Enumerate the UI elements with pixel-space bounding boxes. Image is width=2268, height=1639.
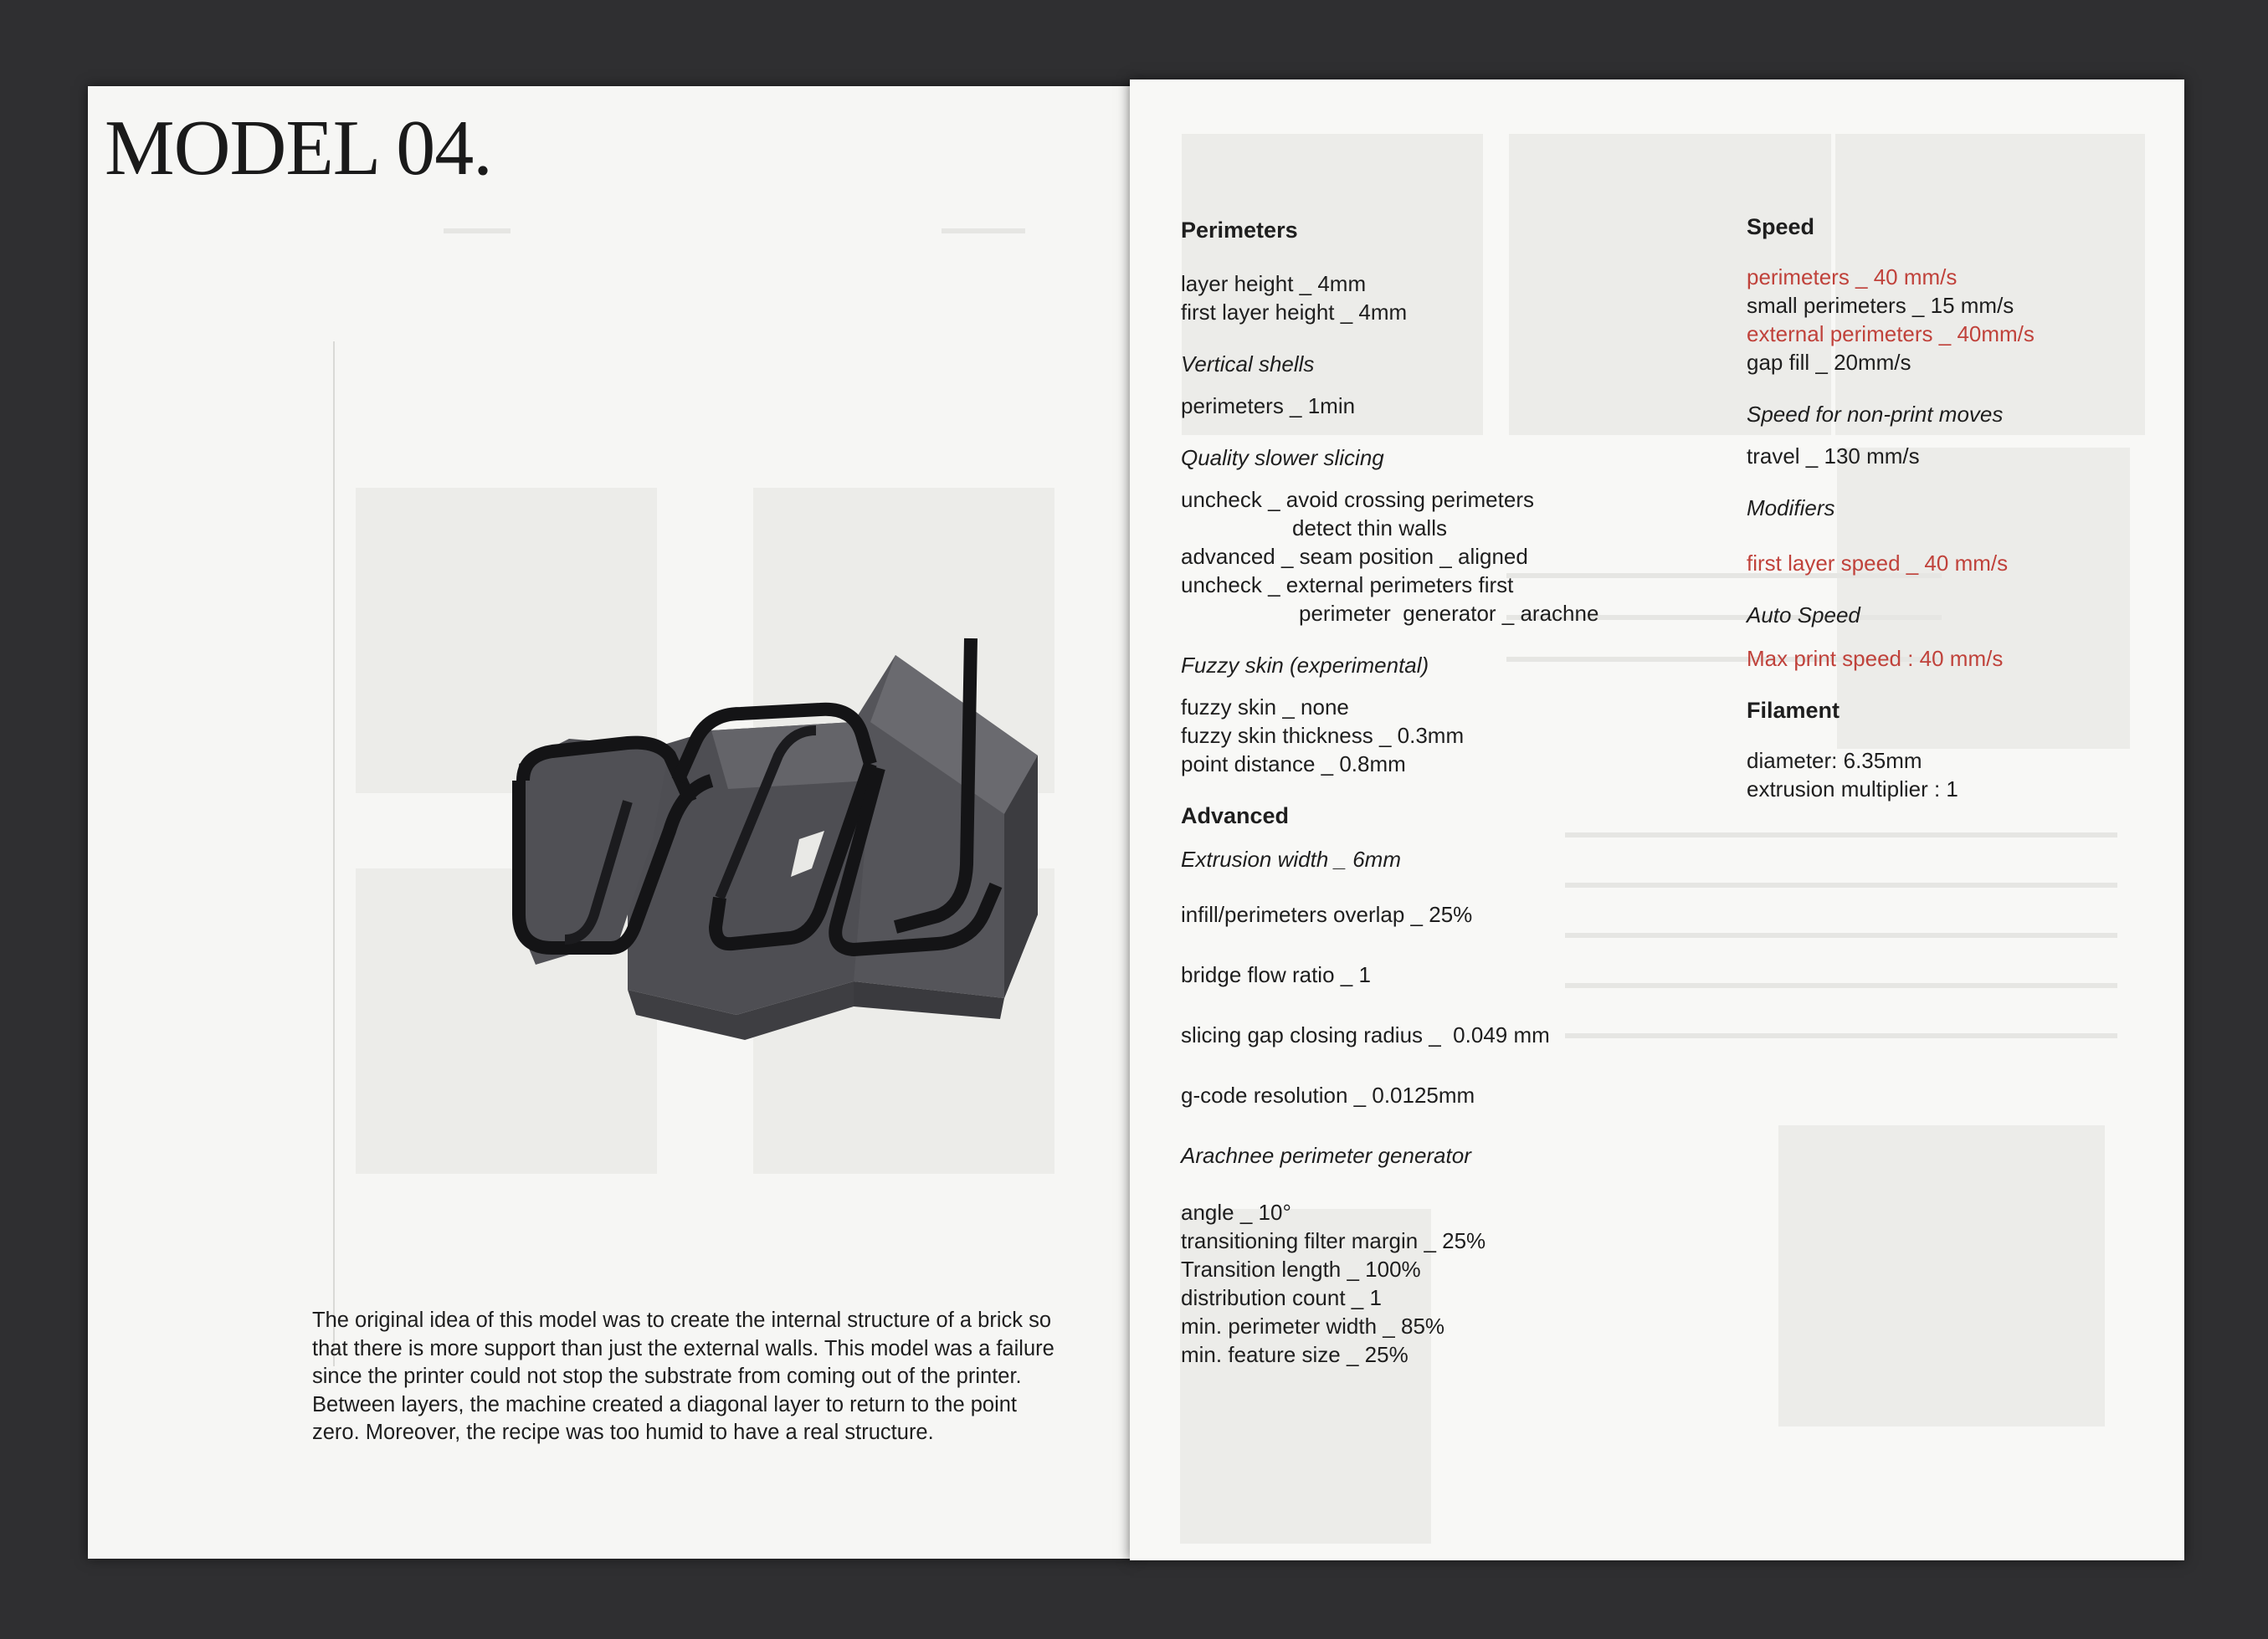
setting-point-distance: point distance _ 0.8mm [1181,751,1406,776]
nonprint-moves-label: Speed for non-print moves [1747,402,2004,427]
show-through-block [1778,1125,2105,1426]
setting-angle: angle _ 10° [1181,1200,1291,1225]
setting-travel: travel _ 130 mm/s [1747,443,1920,469]
model-title: MODEL 04. [105,105,492,192]
setting-perimeter-generator: perimeter generator _ arachne [1299,601,1599,626]
filament-heading: Filament [1747,698,1840,723]
speed-heading: Speed [1747,214,1815,239]
setting-gap-closing: slicing gap closing radius _ 0.049 mm [1181,1022,1550,1047]
setting-bridge-flow: bridge flow ratio _ 1 [1181,962,1371,987]
setting-seam-position: advanced _ seam position _ aligned [1181,544,1528,569]
settings-column-perimeters [1181,216,1725,1369]
auto-speed-label: Auto Speed [1747,602,1860,627]
vertical-shells-label: Vertical shells [1181,351,1315,376]
setting-detect-thin-walls: detect thin walls [1292,515,1447,540]
setting-avoid-crossing: uncheck _ avoid crossing perimeters [1181,487,1534,512]
setting-fuzzy-thickness: fuzzy skin thickness _ 0.3mm [1181,723,1465,748]
modifiers-label: Modifiers [1747,495,1835,520]
setting-perimeters-min: perimeters _ 1min [1181,393,1356,418]
setting-overlap: infill/perimeters overlap _ 25% [1181,902,1473,927]
setting-external-perimeters-speed: external perimeters _ 40mm/s [1747,321,2035,346]
show-through-line [942,228,1025,233]
fuzzy-skin-label: Fuzzy skin (experimental) [1181,653,1429,678]
divider-line [333,341,335,1366]
setting-layer-height: layer height _ 4mm [1181,271,1367,296]
setting-fuzzy-skin: fuzzy skin _ none [1181,694,1349,720]
setting-gap-fill: gap fill _ 20mm/s [1747,350,1911,375]
setting-first-layer-height: first layer height _ 4mm [1181,300,1408,325]
setting-max-print-speed: Max print speed : 40 mm/s [1747,646,2004,671]
setting-external-first: uncheck _ external perimeters first [1181,572,1514,597]
settings-column-speed [1747,213,2148,803]
extrusion-width-label: Extrusion width _ 6mm [1181,847,1401,872]
arachne-generator-label: Arachnee perimeter generator [1181,1143,1471,1168]
setting-min-feature-size: min. feature size _ 25% [1181,1342,1409,1367]
setting-transition-length: Transition length _ 100% [1181,1257,1421,1282]
setting-diameter: diameter: 6.35mm [1747,748,1922,773]
setting-distribution-count: distribution count _ 1 [1181,1285,1382,1310]
setting-first-layer-speed: first layer speed _ 40 mm/s [1747,551,2009,576]
quality-slower-slicing-label: Quality slower slicing [1181,445,1384,470]
model-04-render [502,588,1071,1057]
setting-small-perimeters: small perimeters _ 15 mm/s [1747,293,2014,318]
setting-speed-perimeters: perimeters _ 40 mm/s [1747,264,1958,289]
advanced-heading: Advanced [1181,803,1290,828]
show-through-line [444,228,511,233]
setting-extrusion-multiplier: extrusion multiplier : 1 [1747,776,1958,802]
left-page [88,86,1134,1559]
setting-transition-filter: transitioning filter margin _ 25% [1181,1228,1486,1253]
setting-gcode-resolution: g-code resolution _ 0.0125mm [1181,1083,1475,1108]
model-description: The original idea of this model was to create the internal structure of a brick so that there is more support than just the external walls. This model was a failure since the printer could not stop the substrate from coming out of the printer. Between layers, the machine created a diagonal layer to return to the point zero. Moreover, the recipe was too humid to have a real structure. [312,1309,1054,1444]
perimeters-heading: Perimeters [1181,218,1298,243]
setting-min-perimeter-width: min. perimeter width _ 85% [1181,1314,1445,1339]
